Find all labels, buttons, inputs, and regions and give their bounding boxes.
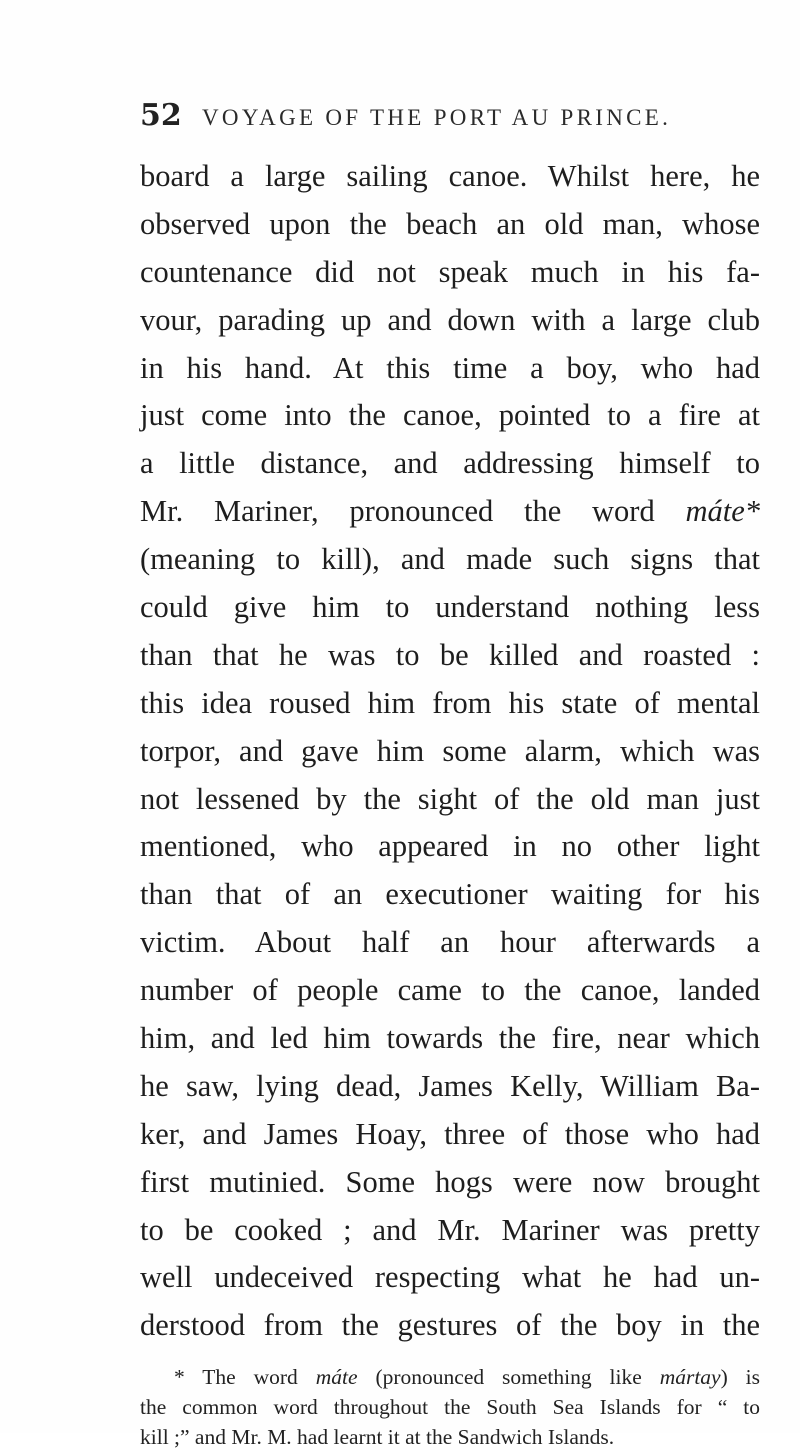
text-line: derstood from the gestures of the boy in the: [140, 1308, 760, 1343]
footnote-italic-word: mártay: [659, 1365, 721, 1389]
running-title: VOYAGE OF THE PORT AU PRINCE.: [202, 105, 672, 130]
text-line: vour, parading up and down with a large club: [140, 302, 760, 337]
text-line: could give him to understand nothing less: [140, 590, 760, 625]
text-line: to be cooked ; and Mr. Mariner was pretty: [140, 1212, 760, 1247]
text-line: number of people came to the canoe, landed: [140, 973, 760, 1008]
text-line: this idea roused him from his state of mental: [140, 685, 760, 720]
text-line: just come into the canoe, pointed to a fire at: [140, 398, 760, 433]
footnote-segment: * The word: [174, 1365, 298, 1389]
text-line: than that he was to be killed and roasted :: [140, 637, 760, 672]
page-number: 52: [140, 98, 182, 133]
footnote-segment: ) is: [720, 1365, 761, 1389]
italic-word: máte*: [685, 494, 760, 529]
footnote-segment: (pronounced something like: [375, 1365, 642, 1389]
text-segment: Mr. Mariner, pronounced the word: [140, 494, 655, 529]
text-line: in his hand. At this time a boy, who had: [140, 350, 760, 385]
text-line: him, and led him towards the fire, near which: [140, 1021, 760, 1056]
text-line-with-italic: [140, 488, 760, 536]
footnote-line: kill ;” and Mr. M. had learnt it at the Sandwich Islands.: [140, 1425, 615, 1449]
footnote: [140, 1362, 760, 1452]
text-line: countenance did not speak much in his fa-: [140, 254, 760, 289]
footnote-line: the common word throughout the South Sea Islands for “ to: [140, 1395, 760, 1419]
text-line: first mutinied. Some hogs were now brought: [140, 1164, 760, 1199]
text-line: not lessened by the sight of the old man just: [140, 781, 760, 816]
text-line: ker, and James Hoay, three of those who had: [140, 1116, 760, 1151]
text-line: (meaning to kill), and made such signs that: [140, 542, 760, 577]
text-line: victim. About half an hour afterwards a: [140, 925, 760, 960]
text-line: well undeceived respecting what he had un-: [140, 1260, 760, 1295]
text-line: a little distance, and addressing himself to: [140, 446, 760, 481]
body-text: [140, 153, 760, 1350]
footnote-line: [140, 1362, 760, 1392]
text-line: board a large sailing canoe. Whilst here, he: [140, 159, 760, 193]
footnote-italic-word: máte: [315, 1365, 358, 1389]
text-line: mentioned, who appeared in no other light: [140, 829, 760, 864]
page-header: [140, 96, 760, 140]
text-line: than that of an executioner waiting for his: [140, 877, 760, 912]
text-line: observed upon the beach an old man, whose: [140, 206, 760, 241]
text-line: torpor, and gave him some alarm, which was: [140, 733, 760, 768]
text-line: he saw, lying dead, James Kelly, William Ba-: [140, 1068, 760, 1103]
